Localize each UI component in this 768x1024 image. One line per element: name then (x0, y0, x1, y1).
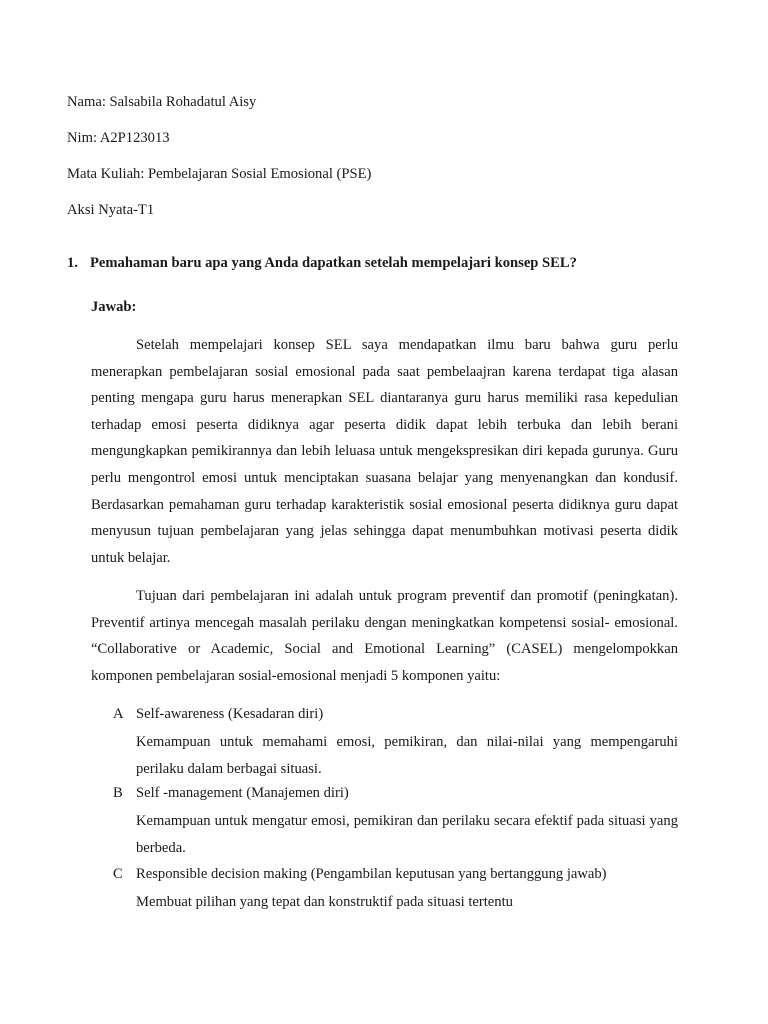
question-text: Pemahaman baru apa yang Anda dapatkan setelah mempelajari konsep SEL? (90, 255, 577, 271)
question-1 (67, 255, 577, 272)
student-name: Nama: Salsabila Rohadatul Aisy (67, 94, 257, 110)
component-description: Kemampuan untuk mengatur emosi, pemikiran dan perilaku secara efektif pada situasi yang berbeda. (136, 813, 678, 856)
answer-label: Jawab: (91, 299, 137, 315)
component-letter: C (113, 866, 123, 882)
question-number: 1. (67, 255, 78, 271)
component-description: Kemampuan untuk memahami emosi, pemikiran, dan nilai-nilai yang mempengaruhi perilaku dalam berbagai situasi. (136, 734, 678, 777)
course-name: Mata Kuliah: Pembelajaran Sosial Emosional (PSE) (67, 166, 372, 182)
component-title: Responsible decision making (Pengambilan keputusan yang bertanggung jawab) (136, 866, 607, 882)
component-title: Self -management (Manajemen diri) (136, 785, 349, 801)
answer-paragraph-2: Tujuan dari pembelajaran ini adalah untuk program preventif dan promotif (peningkatan). Preventif artinya mencegah masalah perilaku dengan meningkatkan kompetensi sosial- emosional. “Collaborative or Academic, Social and Emotional Learning” (CASEL) mengelompokkan komponen pembelajaran sosial-emosional menjadi 5 komponen yaitu: (91, 588, 678, 684)
component-title: Self-awareness (Kesadaran diri) (136, 706, 324, 722)
assignment-title: Aksi Nyata-T1 (67, 202, 155, 218)
component-description: Membuat pilihan yang tepat dan konstruktif pada situasi tertentu (136, 894, 513, 910)
answer-paragraph-1: Setelah mempelajari konsep SEL saya mendapatkan ilmu baru bahwa guru perlu menerapkan pembelajaran sosial emosional pada saat pembelaajran karena terdapat tiga alasan penting mengapa guru harus menerapkan SEL diantaranya guru harus memiliki rasa kepedulian terhadap emosi peserta didiknya agar peserta didik dapat lebih terbuka dan lebih berani mengungkapkan pemikirannya dan lebih leluasa untuk mengekspresikan diri kepada gurunya. Guru perlu mengontrol emosi untuk menciptakan suasana belajar yang menyenangkan dan kondusif. Berdasarkan pemahaman guru terhadap karakteristik sosial emosional peserta didiknya guru dapat menyusun tujuan pembelajaran yang jelas sehingga dapat menumbuhkan motivasi peserta didik untuk belajar. (91, 337, 678, 566)
component-letter: A (113, 706, 124, 722)
component-letter: B (113, 785, 123, 801)
student-nim: Nim: A2P123013 (67, 130, 170, 146)
